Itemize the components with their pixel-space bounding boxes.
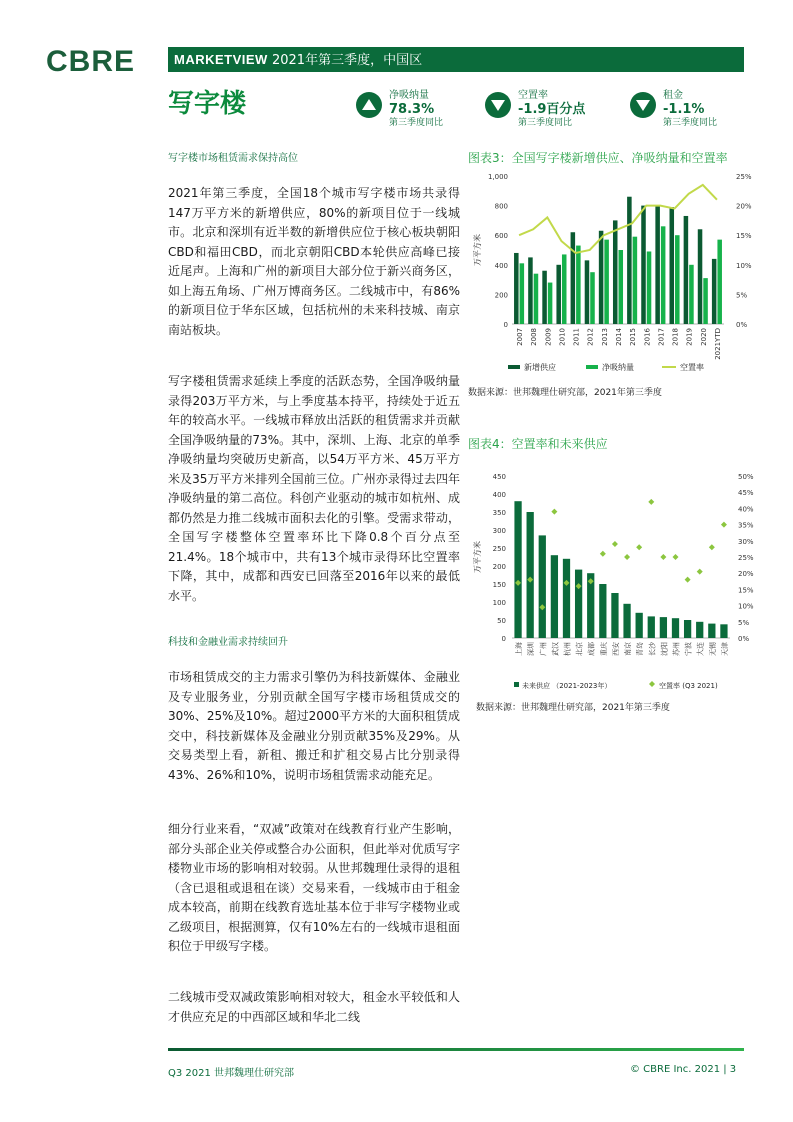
footer-divider (168, 1048, 744, 1051)
legend-label-vacancy: 空置率 (Q3 2021) (659, 682, 718, 690)
y-tick-label: 1,000 (487, 173, 508, 181)
legend-label-vacancy: 空置率 (680, 363, 704, 372)
x-tick-label: 2008 (530, 328, 539, 346)
y-tick-label: 50 (497, 617, 506, 625)
future-supply-bar (660, 617, 667, 638)
absorption-bar (647, 251, 652, 324)
future-supply-bar (648, 616, 655, 638)
x-tick-label: 2010 (558, 328, 567, 346)
y-tick-label: 800 (494, 202, 508, 211)
x-tick-label: 西安 (611, 642, 620, 656)
x-tick-label: 沈阳 (660, 642, 669, 656)
x-tick-label: 2011 (572, 328, 581, 346)
x-tick-label: 2012 (586, 328, 595, 346)
future-supply-bar (720, 624, 727, 638)
y2-tick-label: 15% (738, 586, 754, 595)
future-supply-bar (611, 593, 618, 638)
x-tick-label: 2007 (516, 328, 525, 346)
kpi-label: 空置率 (518, 90, 548, 101)
report-period: 2021年第三季度，中国区 (271, 53, 423, 68)
future-supply-bar (539, 535, 546, 638)
x-tick-label: 宁波 (684, 642, 693, 656)
x-tick-label: 2013 (600, 328, 609, 346)
marketview-label: MARKETVIEW (174, 52, 268, 67)
kpi-sub: 第三季度同比 (663, 118, 718, 128)
x-tick-label: 成都 (587, 642, 596, 656)
vacancy-point (721, 522, 727, 528)
supply-bar (528, 257, 533, 324)
figure4-source: 数据来源：世邦魏理仕研究部，2021年第三季度 (476, 703, 670, 713)
x-tick-label: 北京 (575, 642, 584, 656)
y2-tick-label: 10% (738, 602, 754, 611)
absorption-bar (703, 278, 708, 324)
kpi-vacancy (485, 90, 635, 132)
absorption-bar (717, 240, 722, 324)
supply-bar (655, 206, 660, 324)
x-tick-label: 2017 (657, 328, 666, 346)
future-supply-bar (623, 604, 630, 638)
x-tick-label: 2019 (685, 328, 694, 346)
page-title: 写字楼 (168, 89, 247, 119)
supply-bar (684, 216, 689, 324)
y2-tick-label: 25% (738, 554, 754, 562)
x-tick-label: 2009 (544, 328, 553, 346)
x-tick-label: 南京 (624, 642, 633, 656)
kpi-sub: 第三季度同比 (389, 118, 444, 128)
absorption-bar (633, 237, 638, 324)
x-tick-label: 2014 (615, 328, 623, 346)
section-heading: 写字楼市场租赁需求保持高位 (168, 153, 298, 164)
y-tick-label: 200 (494, 291, 508, 300)
figure4-chart (462, 466, 762, 696)
paragraph: 写字楼租赁需求延续上季度的活跃态势，全国净吸纳量录得203万平方米，与上季度基本持平，持续处于近五年的较高水平。一线城市释放出活跃的租赁需求并贡献全国净吸纳量的73%。其中，深圳、上海、北京的单季净吸纳量均突破历史新高，以54万平方米、45万平方米及35万平方米排列全国前三位。广州亦录得过去四年净吸纳量的第二高位。科创产业驱动的城市如杭州、成都仍然是力推二线城市面积去化的引擎。受需求带动，全国写字楼整体空置率环比下降0.8个百分点至21.4%。18个城市中，共有13个城市录得环比空置率下降，其中，成都和西安已回落至2016年以来的最低水平。 (168, 374, 460, 603)
y-tick-label: 300 (492, 527, 506, 535)
absorption-bar (562, 254, 567, 324)
absorption-bar (576, 246, 581, 324)
absorption-bar (661, 226, 666, 324)
supply-bar (641, 206, 646, 324)
x-tick-label: 深圳 (527, 642, 536, 656)
legend-label-supply: 新增供应 (524, 363, 556, 372)
future-supply-bar (708, 624, 715, 638)
future-supply-bar (696, 622, 703, 638)
y-tick-label: 250 (492, 545, 506, 553)
legend-swatch-supply (508, 365, 520, 369)
vacancy-point (697, 569, 703, 575)
absorption-bar (520, 263, 525, 324)
supply-bar (585, 260, 590, 324)
kpi-label: 租金 (663, 90, 683, 101)
y-tick-label: 400 (492, 491, 506, 499)
y-axis-label: 万平方米 (473, 234, 482, 266)
legend-swatch-absorption (586, 365, 598, 369)
x-tick-label: 青岛 (636, 642, 645, 656)
future-supply-bar (551, 555, 558, 638)
vacancy-point (660, 554, 666, 560)
kpi-value: 78.3% (389, 102, 435, 117)
x-tick-label: 苏州 (672, 642, 681, 656)
supply-bar (542, 271, 547, 324)
y2-tick-label: 0% (738, 635, 750, 643)
vacancy-point (685, 577, 691, 583)
absorption-bar (675, 235, 680, 324)
cbre-logo: CBRE (46, 45, 136, 78)
x-tick-label: 重庆 (599, 642, 608, 656)
figure4-title: 图表4：空置率和未来供应 (468, 437, 608, 451)
y2-tick-label: 50% (738, 473, 754, 481)
legend-label-supply: 未来供应 （2021-2023年） (522, 682, 612, 690)
y-tick-label: 0 (503, 321, 508, 329)
vacancy-point (673, 554, 679, 560)
future-supply-bar (636, 613, 643, 638)
future-supply-bar (575, 570, 582, 638)
x-tick-label: 2018 (671, 328, 680, 346)
y-axis-label: 万平方米 (473, 541, 482, 573)
vacancy-point (709, 544, 715, 550)
vacancy-point (648, 499, 654, 505)
supply-bar (670, 207, 675, 324)
y-tick-label: 350 (492, 509, 506, 517)
future-supply-bar (514, 501, 521, 638)
supply-bar (613, 220, 618, 324)
y-tick-label: 400 (494, 261, 508, 270)
y2-tick-label: 5% (736, 291, 748, 300)
x-tick-label: 2015 (629, 328, 638, 346)
kpi-sub: 第三季度同比 (518, 118, 573, 128)
x-tick-label: 长沙 (648, 642, 657, 656)
supply-bar (627, 197, 632, 324)
y2-tick-label: 20% (736, 202, 752, 211)
y2-tick-label: 25% (736, 173, 752, 181)
figure3-source: 数据来源：世邦魏理仕研究部，2021年第三季度 (468, 388, 662, 398)
vacancy-point (600, 551, 606, 557)
footer-right: © CBRE Inc. 2021 | 3 (630, 1064, 737, 1075)
supply-bar (571, 232, 576, 324)
future-supply-bar (684, 620, 691, 638)
kpi-rent (630, 90, 780, 132)
legend-swatch-vacancy (649, 681, 655, 687)
future-supply-bar (563, 559, 570, 638)
y2-tick-label: 5% (738, 618, 750, 627)
supply-bar (698, 229, 703, 324)
supply-bar (712, 259, 717, 324)
y-tick-label: 600 (494, 232, 508, 241)
vacancy-point (636, 544, 642, 550)
kpi-value: -1.9百分点 (518, 102, 586, 117)
arrow-up-icon (356, 92, 382, 118)
future-supply-bar (527, 512, 534, 638)
x-tick-label: 2016 (643, 328, 652, 346)
y-tick-label: 450 (492, 473, 506, 481)
y2-tick-label: 0% (736, 321, 748, 329)
legend-label-absorption: 净吸纳量 (602, 363, 634, 372)
paragraph: 细分行业来看，“双减”政策对在线教育行业产生影响，部分头部企业关停或整合办公面积，但此举对优质写字楼物业市场的影响相对较弱。从世邦魏理仕录得的退租（含已退租或退租在谈）交易来看，一线城市由于租金成本较高，前期在线教育选址基本位于非写字楼物业或乙级项目，根据测算，仅有10%左右的一线城市退租面积位于甲级写字楼。 (168, 822, 460, 953)
y2-tick-label: 35% (738, 521, 754, 530)
x-tick-label: 广州 (539, 642, 548, 656)
y2-tick-label: 15% (736, 232, 752, 241)
absorption-bar (689, 265, 694, 324)
x-tick-label: 上海 (515, 642, 524, 656)
y2-tick-label: 40% (738, 505, 754, 514)
x-tick-label: 2020 (699, 328, 708, 346)
figure3-title: 图表3：全国写字楼新增供应、净吸纳量和空置率 (468, 151, 728, 165)
y2-tick-label: 10% (736, 261, 752, 270)
x-tick-label: 武汉 (551, 642, 560, 656)
y2-tick-label: 45% (738, 489, 754, 498)
x-tick-label: 无锡 (708, 642, 717, 656)
kpi-label: 净吸纳量 (389, 90, 429, 101)
future-supply-bar (672, 618, 679, 638)
footer-left: Q3 2021 世邦魏理仕研究部 (168, 1068, 295, 1079)
y-tick-label: 150 (492, 581, 506, 589)
supply-bar (599, 231, 604, 324)
legend-swatch-supply (514, 682, 519, 687)
kpi-value: -1.1% (663, 102, 705, 117)
x-tick-label: 2021YTD (713, 328, 722, 360)
kpi-net-absorption (356, 90, 506, 132)
absorption-bar (590, 272, 595, 324)
x-tick-label: 大连 (696, 642, 705, 656)
absorption-bar (548, 283, 553, 324)
supply-bar (514, 253, 519, 324)
vacancy-point (551, 509, 557, 515)
y-tick-label: 0 (501, 635, 506, 643)
figure3-chart (462, 166, 762, 386)
y-tick-label: 200 (492, 563, 506, 571)
paragraph: 二线城市受双减政策影响相对较大，租金水平较低和人才供应充足的中西部区域和华北二线 (168, 990, 460, 1024)
absorption-bar (534, 274, 539, 324)
future-supply-bar (599, 584, 606, 638)
paragraph: 2021年第三季度，全国18个城市写字楼市场共录得147万平方米的新增供应，80%的新项目位于一线城市。北京和深圳有近半数的新增供应位于核心板块朝阳CBD和福田CBD，而北京朝阳CBD本轮供应高峰已接近尾声。上海和广州的新项目大部分位于新兴商务区，如上海五角场、广州万博商务区。二线城市中，有86%的新项目位于华东区域，包括杭州的未来科技城、南京南站板块。 (168, 186, 460, 337)
arrow-down-icon (630, 92, 656, 118)
vacancy-point (612, 541, 618, 547)
absorption-bar (619, 250, 624, 324)
paragraph: 市场租赁成交的主力需求引擎仍为科技新媒体、金融业及专业服务业，分别贡献全国写字楼市场租赁成交的30%、25%及10%。超过2000平方米的大面积租赁成交中，科技新媒体及金融业分别贡献35%及29%。从交易类型上看，新租、搬迁和扩租交易占比分别录得43%、26%和10%，说明市场租赁需求动能充足。 (168, 670, 460, 782)
y-tick-label: 100 (492, 599, 506, 607)
y2-tick-label: 30% (738, 537, 754, 546)
report-header-bar (168, 47, 744, 72)
section-heading: 科技和金融业需求持续回升 (168, 637, 288, 648)
absorption-bar (604, 240, 609, 324)
x-tick-label: 杭州 (563, 642, 572, 656)
supply-bar (556, 265, 561, 324)
y2-tick-label: 20% (738, 570, 754, 579)
vacancy-point (624, 554, 630, 560)
arrow-down-icon (485, 92, 511, 118)
x-tick-label: 天津 (720, 642, 729, 656)
